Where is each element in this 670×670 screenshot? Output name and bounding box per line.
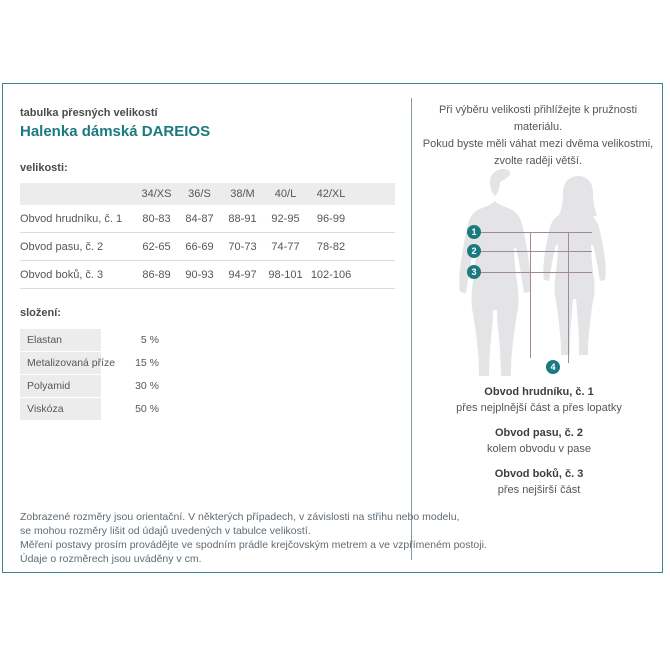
material-name: Viskóza: [20, 398, 101, 420]
measure-row-label: Obvod hrudníku, č. 1: [20, 205, 135, 233]
composition-table: [20, 329, 180, 421]
size-value: 94-97: [221, 261, 264, 289]
fit-advice-line: Pokud byste měli váhat mezi dvěma velikostmi,: [422, 138, 654, 150]
measure-row-label: Obvod boků, č. 3: [20, 261, 135, 289]
size-table: [20, 183, 395, 289]
material-name: Metalizovaná příze: [20, 352, 101, 374]
note-line: se mohou rozměry lišit od údajů uvedených v tabulce velikostí.: [20, 525, 311, 537]
size-value: 62-65: [135, 233, 178, 261]
fit-advice-line: zvolte raději větší.: [493, 155, 583, 167]
material-percent: 15 %: [135, 357, 159, 369]
size-value: 80-83: [135, 205, 178, 233]
measurement-item: [421, 466, 657, 498]
measurement-title: Obvod pasu, č. 2: [494, 427, 584, 439]
material-percent: 50 %: [135, 403, 159, 415]
size-table-header-row: [20, 183, 395, 205]
sizes-section-label: velikosti:: [20, 162, 68, 174]
measurement-title: Obvod boků, č. 3: [494, 468, 584, 480]
hip-measure-line: [481, 272, 592, 273]
material-percent: 30 %: [135, 380, 159, 392]
woman-silhouette: [543, 179, 606, 355]
material-percent: 5 %: [140, 334, 159, 346]
length-measure-line: [530, 232, 531, 358]
length-measure-line: [568, 232, 569, 363]
empty-cell: [355, 261, 395, 289]
composition-row: [20, 398, 180, 420]
table-row: [20, 261, 395, 289]
table-heading: tabulka přesných velikostí: [20, 107, 158, 119]
empty-header-cell: [20, 183, 135, 205]
size-value: 98-101: [264, 261, 307, 289]
size-value: 86-89: [135, 261, 178, 289]
note-line: Údaje o rozměrech jsou uváděny v cm.: [20, 553, 202, 565]
size-column-header: 38/M: [221, 183, 264, 205]
empty-header-cell: [355, 183, 395, 205]
measurement-legend: [421, 384, 657, 507]
size-value: 88-91: [221, 205, 264, 233]
measurement-title: Obvod hrudníku, č. 1: [484, 386, 594, 398]
size-value: 70-73: [221, 233, 264, 261]
measurement-item: [421, 425, 657, 457]
size-value: 96-99: [307, 205, 355, 233]
size-value: 78-82: [307, 233, 355, 261]
composition-row: [20, 375, 180, 397]
size-value: 84-87: [178, 205, 221, 233]
composition-row: [20, 329, 180, 351]
marker-4-badge: 4: [546, 360, 560, 374]
size-column-header: 40/L: [264, 183, 307, 205]
empty-cell: [355, 233, 395, 261]
composition-row: [20, 352, 180, 374]
material-name: Polyamid: [20, 375, 101, 397]
marker-2-badge: 2: [467, 244, 481, 258]
table-row: [20, 205, 395, 233]
material-name: Elastan: [20, 329, 101, 351]
waist-measure-line: [481, 251, 592, 252]
measure-row-label: Obvod pasu, č. 2: [20, 233, 135, 261]
fit-advice-line: Při výběru velikosti přihlížejte k pružnosti materiálu.: [438, 104, 638, 133]
page-title: Halenka dámská DAREIOS: [20, 123, 211, 140]
empty-cell: [355, 205, 395, 233]
measurement-description: kolem obvodu v pase: [487, 443, 591, 455]
table-row: [20, 233, 395, 261]
disclaimer-notes: [20, 510, 487, 566]
size-value: 66-69: [178, 233, 221, 261]
measurement-item: [421, 384, 657, 416]
measurement-description: přes nejplnější část a přes lopatky: [456, 402, 622, 414]
vertical-divider: [411, 98, 412, 560]
size-column-header: 42/XL: [307, 183, 355, 205]
size-value: 74-77: [264, 233, 307, 261]
chest-measure-line: [481, 232, 592, 233]
size-value: 102-106: [307, 261, 355, 289]
note-line: Zobrazené rozměry jsou orientační. V některých případech, v závislosti na střihu nebo modelu,: [20, 511, 460, 523]
marker-1-badge: 1: [467, 225, 481, 239]
marker-3-badge: 3: [467, 265, 481, 279]
composition-section-label: složení:: [20, 307, 61, 319]
size-value: 92-95: [264, 205, 307, 233]
measurement-description: přes nejširší část: [497, 484, 581, 496]
size-column-header: 36/S: [178, 183, 221, 205]
note-line: Měření postavy prosím provádějte ve spodním prádle krejčovským metrem a ve vzpřímeném postoji.: [20, 539, 487, 551]
fit-advice-text: [416, 102, 660, 170]
size-column-header: 34/XS: [135, 183, 178, 205]
size-value: 90-93: [178, 261, 221, 289]
